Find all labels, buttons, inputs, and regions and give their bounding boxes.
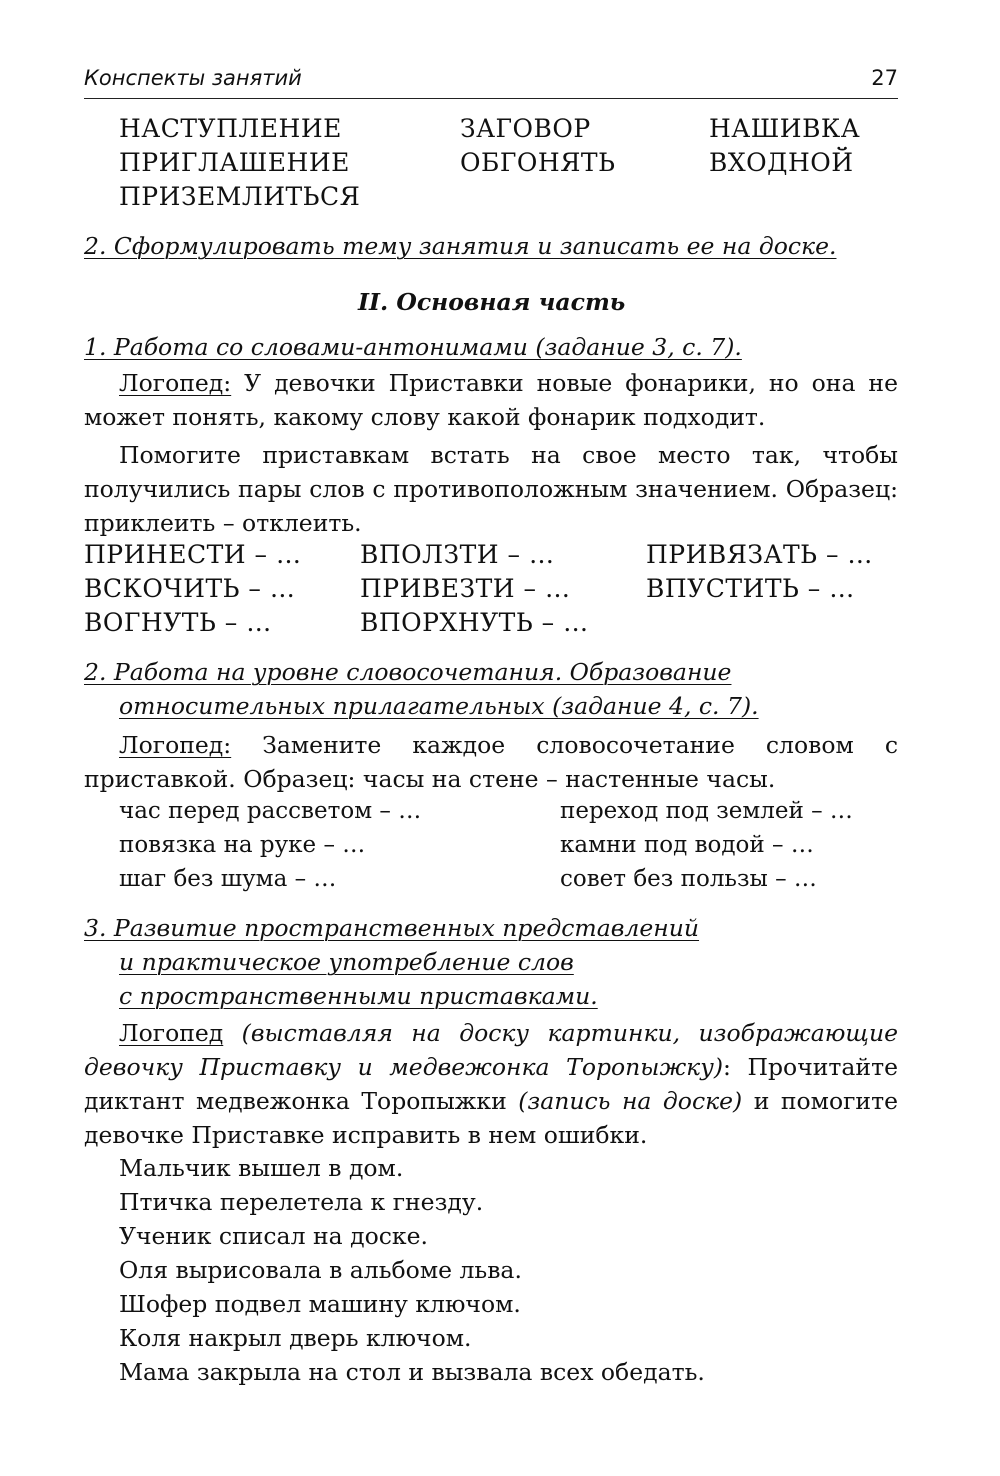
phrase-item: шаг без шума – … xyxy=(119,866,337,892)
stage-remark: (запись на доске) xyxy=(518,1087,743,1115)
antonym-item: ПРИВЕЗТИ – … xyxy=(360,574,571,603)
phrase-item: совет без пользы – … xyxy=(560,866,817,892)
antonym-item: ВПОЛЗТИ – … xyxy=(360,540,555,569)
word-item: ОБГОНЯТЬ xyxy=(460,148,616,177)
word-item: НАСТУПЛЕНИЕ xyxy=(119,114,342,143)
speaker-label: Логопед: xyxy=(119,731,232,759)
paragraph-text: Помогите приставкам встать на свое место так, чтобы получились пары слов с противоположным значением. Образец: приклеить – отклеить. xyxy=(84,441,898,537)
dictation-sentence: Ученик списал на доске. xyxy=(119,1222,428,1250)
word-item: ПРИГЛАШЕНИЕ xyxy=(119,148,350,177)
paragraph-text: : Прочитайте диктант медвежонка Торопыжки xyxy=(84,1053,898,1115)
antonym-item: ВПУСТИТЬ – … xyxy=(646,574,855,603)
antonym-item: ВОГНУТЬ – … xyxy=(84,608,272,637)
exercise-paragraph xyxy=(84,438,898,540)
word-item: ЗАГОВОР xyxy=(460,114,591,143)
running-header xyxy=(84,62,898,99)
phrase-item: переход под землей – … xyxy=(560,798,853,824)
dictation-sentence: Мальчик вышел в дом. xyxy=(119,1154,404,1182)
speaker-label: Логопед xyxy=(119,1019,224,1047)
dictation-sentence: Птичка перелетела к гнезду. xyxy=(119,1188,484,1216)
exercise-title: с пространственными приставками. xyxy=(119,982,598,1010)
header-title: Конспекты занятий xyxy=(84,66,302,90)
antonym-item: ВСКОЧИТЬ – … xyxy=(84,574,296,603)
antonym-item: ПРИНЕСТИ – … xyxy=(84,540,302,569)
word-item: ВХОДНОЙ xyxy=(709,148,854,177)
paragraph-text: Замените каждое словосочетание словом с приставкой. Образец: часы на стене – настенные часы. xyxy=(84,731,898,793)
exercise-title: 1. Работа со словами-антонимами (задание 3, с. 7). xyxy=(84,333,742,361)
speaker-label: Логопед: xyxy=(119,369,232,397)
page-number: 27 xyxy=(871,66,898,90)
phrase-item: час перед рассветом – … xyxy=(119,798,422,824)
phrase-item: повязка на руке – … xyxy=(119,832,366,858)
phrase-item: камни под водой – … xyxy=(560,832,814,858)
word-item: НАШИВКА xyxy=(709,114,861,143)
exercise-title: и практическое употребление слов xyxy=(119,948,574,976)
dictation-sentence: Оля вырисовала в альбоме льва. xyxy=(119,1256,522,1284)
stage-remark: (выставляя на доску картинки, изображающие девочку Приставку и медвежонка Торопыжку) xyxy=(84,1019,898,1081)
dictation-sentence: Коля накрыл дверь ключом. xyxy=(119,1324,472,1352)
dictation-sentence: Мама закрыла на стол и вызвала всех обедать. xyxy=(119,1358,705,1386)
paragraph-text: и помогите девочке Приставке исправить в нем ошибки. xyxy=(84,1087,898,1149)
exercise-title: 2. Работа на уровне словосочетания. Образование xyxy=(84,658,732,686)
section-title: II. Основная часть xyxy=(358,288,626,316)
word-item: ПРИЗЕМЛИТЬСЯ xyxy=(119,182,361,211)
task-heading: 2. Сформулировать тему занятия и записать ее на доске. xyxy=(84,232,837,260)
exercise-paragraph xyxy=(84,366,898,434)
antonym-item: ПРИВЯЗАТЬ – … xyxy=(646,540,873,569)
antonym-item: ВПОРХНУТЬ – … xyxy=(360,608,589,637)
exercise-paragraph xyxy=(84,1016,898,1152)
exercise-title: 3. Развитие пространственных представлений xyxy=(84,914,700,942)
exercise-title: относительных прилагательных (задание 4, с. 7). xyxy=(119,692,759,720)
exercise-paragraph xyxy=(84,728,898,796)
dictation-sentence: Шофер подвел машину ключом. xyxy=(119,1290,521,1318)
paragraph-text: У девочки Приставки новые фонарики, но она не может понять, какому слову какой фонарик подходит. xyxy=(84,369,898,431)
